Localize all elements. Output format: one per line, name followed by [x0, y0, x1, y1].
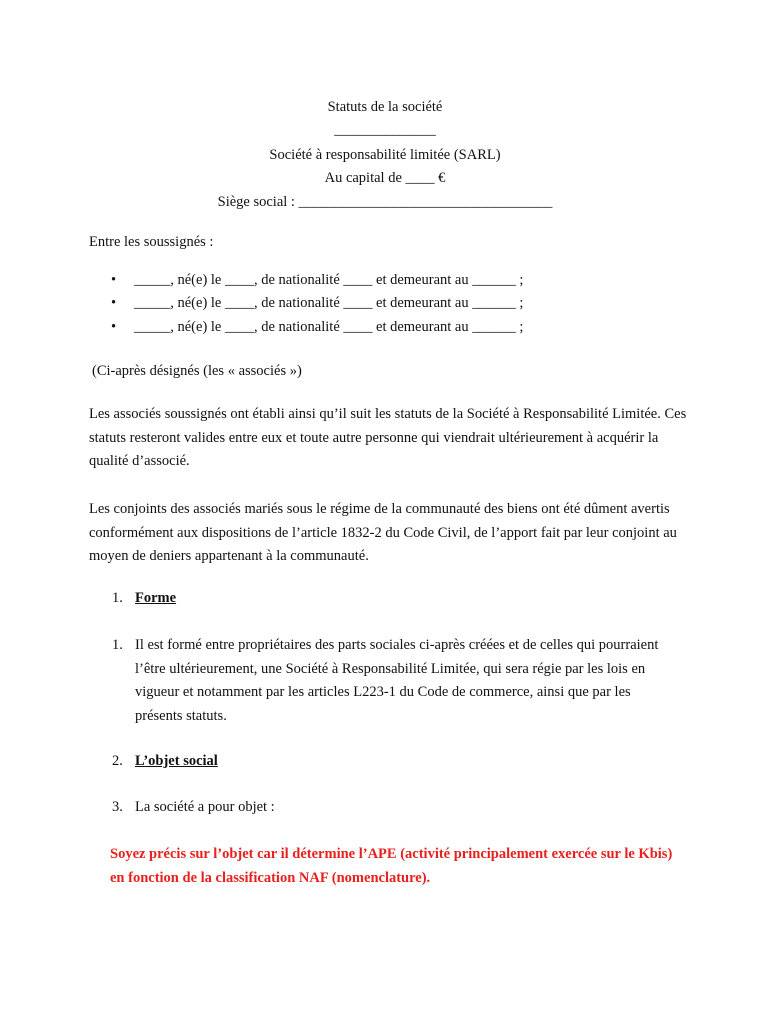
registered-office: Siège social : ___________________________________: [217, 194, 553, 210]
warning-note: Soyez précis sur l’objet car il détermine l’APE (activité principalement exercée sur le Kbis) en fonction de la classification NAF (nomenclature).: [110, 846, 673, 886]
company-capital: Au capital de ____ €: [324, 170, 446, 186]
company-name-blank: ______________: [334, 122, 436, 138]
paragraph-statutes: Les associés soussignés ont établi ainsi qu’il suit les statuts de la Société à Responsabilité Limitée. Ces statuts resteront valides entre eux et toute autre personne qui viendrait ultérieurement à acquérir la qualité d’associé.: [89, 406, 687, 469]
associates-designation: (Ci-après désignés (les « associés »): [92, 363, 302, 379]
list-item: [89, 269, 523, 292]
article-number: 3.: [112, 799, 123, 815]
associates-list: [89, 269, 523, 339]
document-title: Statuts de la société: [327, 99, 443, 115]
section-title: Forme: [135, 590, 177, 606]
article-text: La société a pour objet :: [135, 799, 275, 815]
section-heading-objet: [112, 750, 218, 774]
section-heading-forme: [112, 587, 176, 611]
article-number: 1.: [112, 637, 123, 653]
article-text: Il est formé entre propriétaires des parts sociales ci-après créées et de celles qui pourraient l’être ultérieurement, une Société à Responsabilité Limitée, qui sera régie par les lois en vigueur et notamment par les articles L223-1 du Code de commerce, ainsi que par les présents statuts.: [135, 637, 659, 724]
company-type: Société à responsabilité limitée (SARL): [269, 147, 501, 163]
bullet-icon: •: [111, 272, 117, 288]
bullet-icon: •: [111, 295, 117, 312]
bullet-icon: •: [111, 318, 117, 335]
list-item: [89, 316, 523, 339]
section-number: 1.: [112, 590, 123, 606]
associate-text: _____, né(e) le ____, de nationalité ____ et demeurant au ______ ;: [134, 318, 524, 335]
associate-text: _____, né(e) le ____, de nationalité ____ et demeurant au ______ ;: [134, 272, 524, 288]
paragraph-spouses: Les conjoints des associés mariés sous le régime de la communauté des biens ont été dûment avertis conformément aux dispositions de l’article 1832-2 du Code Civil, de l’apport fait par leur conjoint au moyen de deniers appartenant à la communauté.: [89, 501, 677, 564]
section-title: L’objet social: [135, 753, 218, 769]
section-number: 2.: [112, 753, 123, 769]
intro-text: Entre les soussignés :: [89, 234, 214, 250]
article-forme: [112, 634, 672, 728]
article-objet: [112, 796, 275, 820]
list-item: [89, 292, 523, 315]
associate-text: _____, né(e) le ____, de nationalité ____ et demeurant au ______ ;: [134, 295, 524, 312]
